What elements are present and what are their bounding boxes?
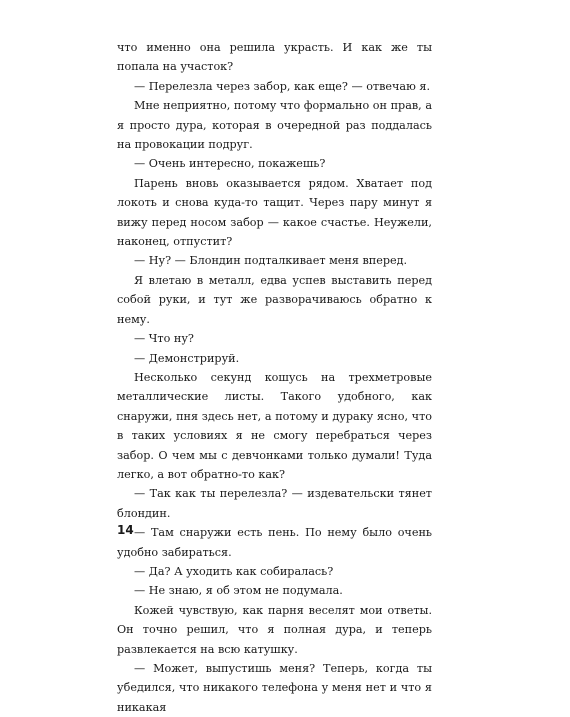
paragraph: — Очень интересно, покажешь? bbox=[134, 157, 326, 171]
page-number: 14 bbox=[117, 523, 134, 537]
body-text bbox=[117, 38, 432, 717]
paragraph: — Там снаружи есть пень. По нему было очень удобно забираться. bbox=[117, 526, 432, 559]
paragraph: Кожей чувствую, как парня веселят мои ответы. Он точно решил, что я полная дура, и теперь развлекается на всю катушку. bbox=[117, 603, 432, 656]
paragraph: Мне неприятно, потому что формально он прав, а я просто дура, которая в очередной раз поддалась на провокации подруг. bbox=[117, 99, 432, 152]
paragraph: — Перелезла через забор, как еще? — отвечаю я. bbox=[134, 79, 431, 93]
paragraph: — Что ну? bbox=[134, 332, 194, 346]
paragraph: — Так как ты перелезла? — издевательски тянет блондин. bbox=[117, 487, 432, 520]
paragraph: — Демонстрируй. bbox=[134, 351, 240, 365]
paragraph: — Не знаю, я об этом не подумала. bbox=[134, 584, 343, 598]
paragraph: — Ну? — Блондин подталкивает меня вперед. bbox=[134, 254, 408, 268]
paragraph: — Да? А уходить как собиралась? bbox=[134, 564, 334, 578]
paragraph: — Может, выпустишь меня? Теперь, когда ты убедился, что никакого телефона у меня нет и что я никакая bbox=[117, 662, 432, 714]
paragraph: Несколько секунд кошусь на трехметровые металлические листы. Такого удобного, как снаружи, пня здесь нет, а потому и дураку ясно, что в таких условиях я не смогу перебраться через забор. О чем мы с девчонками только думали! Туда легко, а вот обратно-то как? bbox=[117, 370, 432, 481]
paragraph: Я влетаю в металл, едва успев выставить перед собой руки, и тут же разворачиваюсь обратно к нему. bbox=[117, 273, 432, 326]
paragraph: что именно она решила украсть. И как же ты попала на участок? bbox=[117, 41, 432, 74]
paragraph: Парень вновь оказывается рядом. Хватает под локоть и снова куда-то тащит. Через пару минут я вижу перед носом забор — какое счастье. Неужели, наконец, отпустит? bbox=[117, 176, 432, 249]
